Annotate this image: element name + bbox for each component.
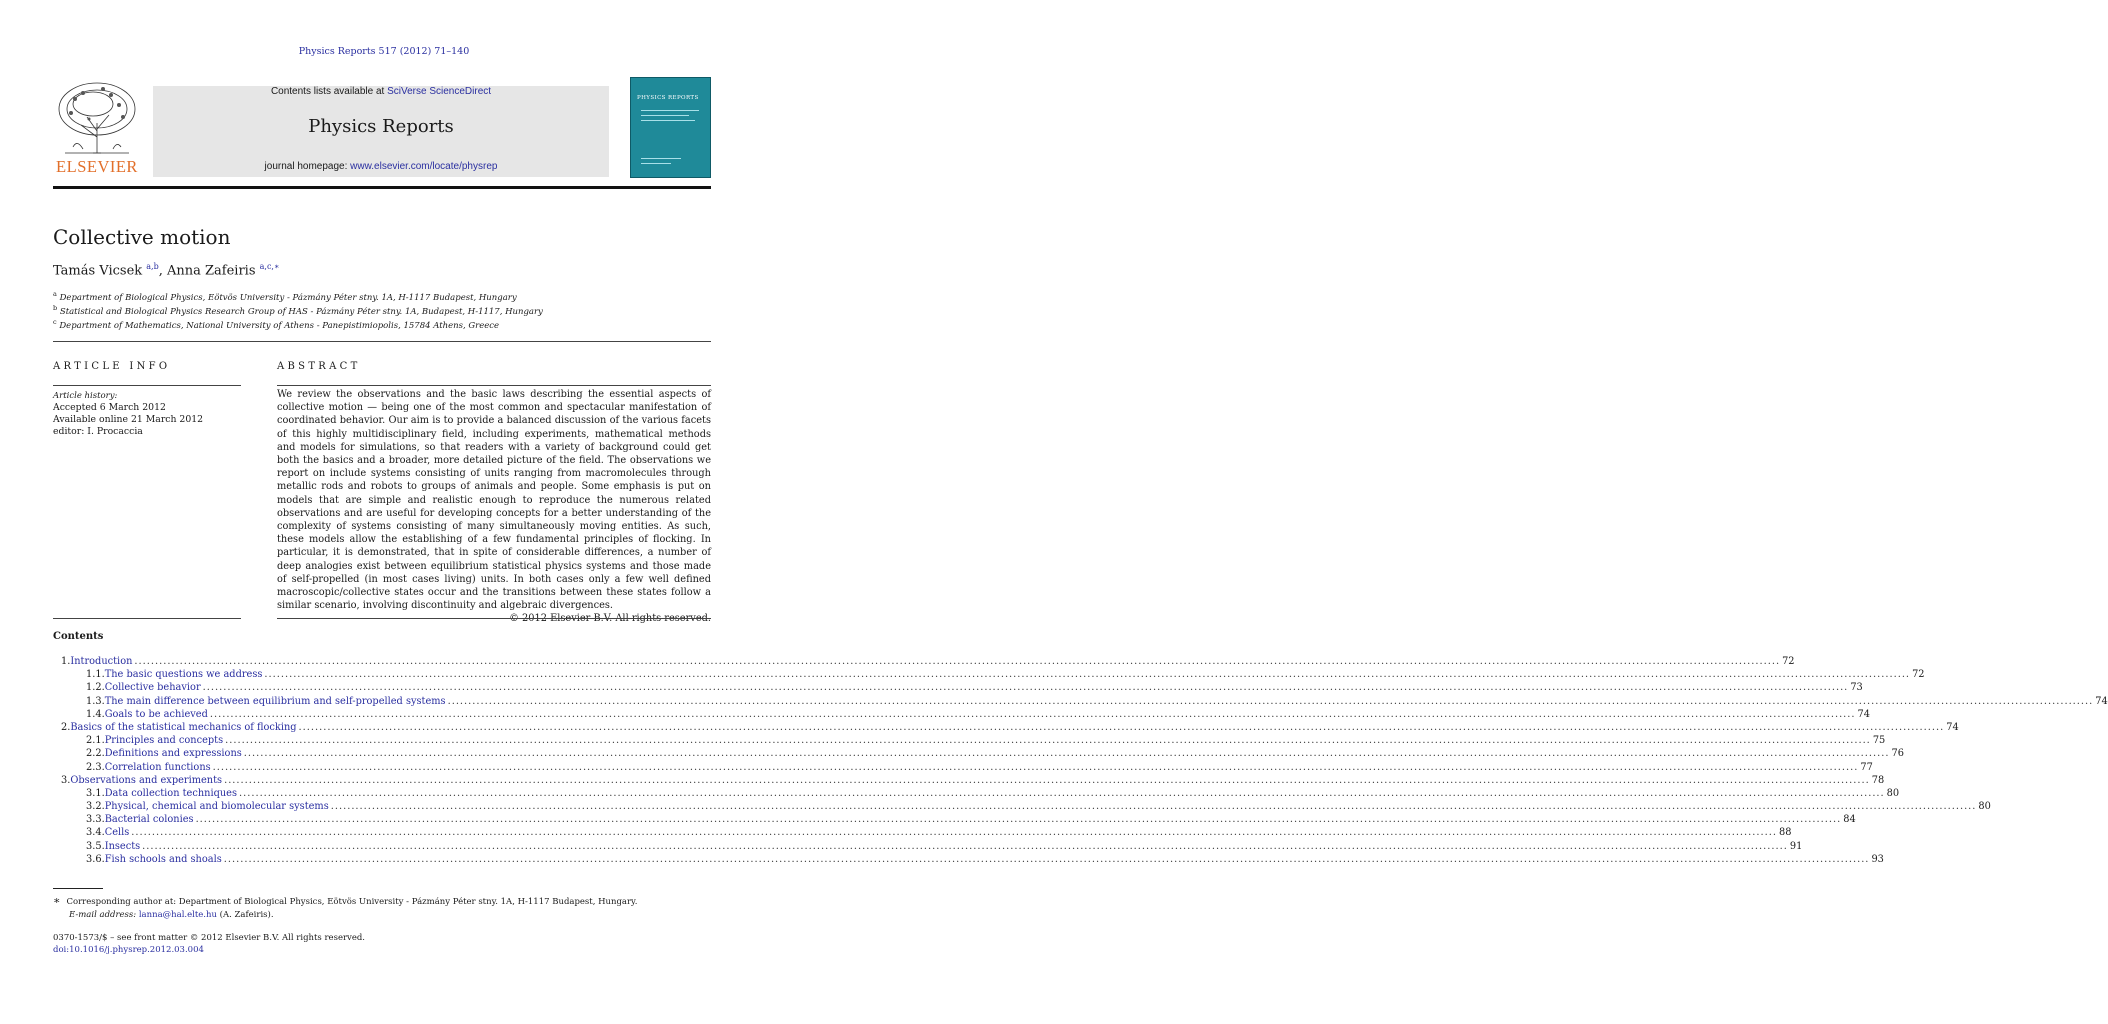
toc-number: 1.4. <box>86 708 105 720</box>
toc-number: 2. <box>61 721 71 733</box>
toc-leader-dots: ................................................................................................................................................................................................................................................................................................................................................................................................................ <box>243 748 1890 760</box>
journal-name: Physics Reports <box>308 116 454 137</box>
toc-title-link[interactable]: Principles and concepts <box>104 735 224 747</box>
toc-title-link[interactable]: Basics of the statistical mechanics of flocking <box>70 721 297 733</box>
abstract-body <box>277 388 711 626</box>
header-divider <box>53 186 711 189</box>
toc-entry[interactable] <box>53 787 1900 800</box>
toc-title-link[interactable]: Goals to be achieved <box>104 708 208 720</box>
toc-page-number: 77 <box>1860 761 1873 773</box>
toc-leader-dots: ................................................................................................................................................................................................................................................................................................................................................................................................................ <box>142 840 1788 852</box>
toc-number: 3.6. <box>86 853 105 865</box>
homepage-link[interactable]: www.elsevier.com/locate/physrep <box>350 161 498 172</box>
toc-title-link[interactable]: Correlation functions <box>104 761 211 773</box>
toc-entry[interactable] <box>53 813 1856 826</box>
abstract-text: We review the observations and the basic laws describing the essential aspects of collective motion — being one of the most common and spectacular manifestation of coordinated behavior. Our aim is to provide a balanced discussion of the various facets of this highly multidisciplinary field, including experiments, mathematical methods and models for simulations, so that readers with a variety of background could get both the basics and a broader, more detailed picture of the field. The observations we report on include systems consisting of units ranging from macromolecules through metallic rods and robots to groups of animals and people. Some emphasis is put on models that are simple and realistic enough to reproduce the numerous related observations and are useful for developing concepts for a better understanding of the complexity of systems consisting of many simultaneously moving entities. As such, these models allow the establishing of a few fundamental principles of flocking. In particular, it is demonstrated, that in spite of considerable differences, a number of deep analogies exist between equilibrium statistical physics systems and those made of self-propelled (in most cases living) units. In both cases only a few well defined macroscopic/collective states occur and the transitions between these states follow a similar scenario, involving discontinuity and algebraic divergences. <box>277 389 711 612</box>
online-date: Available online 21 March 2012 <box>53 414 204 425</box>
history-label: Article history: <box>53 391 118 401</box>
abstract-heading: ABSTRACT <box>277 361 361 372</box>
toc-number: 3.2. <box>86 801 105 813</box>
toc-page-number: 74 <box>1857 708 1870 720</box>
elsevier-logo <box>53 79 141 177</box>
section-divider <box>53 341 711 342</box>
footnote <box>53 894 637 922</box>
author-name: Tamás Vicsek <box>53 263 143 279</box>
toc-number: 3.1. <box>86 787 105 799</box>
toc-leader-dots: ................................................................................................................................................................................................................................................................................................................................................................................................................ <box>223 853 1870 865</box>
toc-page-number: 72 <box>1782 656 1795 667</box>
toc-title-link[interactable]: Definitions and expressions <box>104 748 242 760</box>
author-list <box>53 262 279 278</box>
toc-number: 2.1. <box>86 735 105 747</box>
toc-title-link[interactable]: Introduction <box>70 656 133 667</box>
toc-title-link[interactable]: Bacterial colonies <box>104 814 194 826</box>
footnote-marker: ∗ <box>53 894 61 907</box>
toc-page-number: 76 <box>1891 748 1904 760</box>
email-link[interactable]: lanna@hal.elte.hu <box>138 910 217 920</box>
issn-block <box>53 932 365 956</box>
toc-leader-dots: ................................................................................................................................................................................................................................................................................................................................................................................................................ <box>225 735 1871 747</box>
toc-entry[interactable] <box>53 747 1904 760</box>
toc-page-number: 91 <box>1789 840 1803 852</box>
article-info-heading: ARTICLE INFO <box>53 361 171 372</box>
toc-number: 1.2. <box>86 682 105 694</box>
affiliation-ref[interactable]: a,b <box>146 262 159 271</box>
toc-page-number: 80 <box>1886 787 1900 799</box>
toc-number: 1.1. <box>86 669 105 681</box>
divider <box>53 385 241 386</box>
toc-leader-dots: ................................................................................................................................................................................................................................................................................................................................................................................................................ <box>264 669 1911 681</box>
toc-number: 1. <box>61 656 71 667</box>
toc-number: 3.4. <box>86 827 105 839</box>
toc-title-link[interactable]: The basic questions we address <box>104 669 263 681</box>
toc-page-number: 74 <box>1946 721 1959 733</box>
toc-entry[interactable] <box>53 655 1795 668</box>
toc-number: 3. <box>61 774 71 786</box>
author-separator: , <box>158 263 167 279</box>
divider <box>277 618 711 619</box>
toc-number: 2.2. <box>86 748 105 760</box>
toc-leader-dots: ................................................................................................................................................................................................................................................................................................................................................................................................................ <box>224 774 1870 786</box>
email-label: E-mail address: <box>69 910 139 920</box>
footnote-divider <box>53 888 103 889</box>
editor: editor: I. Procaccia <box>53 426 143 437</box>
contents-prefix: Contents lists available at <box>270 86 388 97</box>
footnote-text: Corresponding author at: Department of Biological Physics, Eötvös University - Pázmány Péter stny. 1A, H-1117 Budapest, Hungary. <box>66 897 638 907</box>
toc-title-link[interactable]: Data collection techniques <box>104 787 237 799</box>
doi-link[interactable]: doi:10.1016/j.physrep.2012.03.004 <box>53 945 204 955</box>
toc-title-link[interactable]: Fish schools and shoals <box>104 853 222 865</box>
toc-title-link[interactable]: Observations and experiments <box>70 774 223 786</box>
toc-entry[interactable] <box>53 721 1959 734</box>
cover-title: PHYSICS REPORTS <box>637 95 699 101</box>
toc-entry[interactable] <box>53 840 1803 853</box>
affiliation: $^b$ Statistical and Biological Physics Research Group of HAS - Pázmány Péter stny. 1A, Budapest, H-1117, Hungary <box>53 304 543 317</box>
table-of-contents <box>53 655 2108 866</box>
toc-entry[interactable] <box>53 774 1885 787</box>
toc-page-number: 80 <box>1978 801 1991 813</box>
toc-page-number: 84 <box>1843 814 1856 826</box>
tree-icon <box>53 79 141 159</box>
journal-cover-image <box>630 77 711 178</box>
divider <box>277 385 711 386</box>
toc-title-link[interactable]: The main difference between equilibrium and self-propelled systems <box>104 695 446 707</box>
toc-page-number: 75 <box>1872 735 1886 747</box>
toc-title-link[interactable]: Physical, chemical and biomolecular systems <box>104 801 329 813</box>
toc-number: 3.5. <box>86 840 105 852</box>
accepted-date: Accepted 6 March 2012 <box>53 402 166 413</box>
divider <box>53 618 241 619</box>
toc-entry[interactable] <box>53 761 1873 774</box>
toc-leader-dots: ................................................................................................................................................................................................................................................................................................................................................................................................................ <box>195 814 1842 826</box>
toc-leader-dots: ................................................................................................................................................................................................................................................................................................................................................................................................................ <box>447 695 2094 707</box>
toc-title-link[interactable]: Collective behavior <box>104 682 201 694</box>
toc-title-link[interactable]: Cells <box>104 827 130 839</box>
toc-page-number: 78 <box>1871 774 1885 786</box>
toc-entry[interactable] <box>53 668 1925 681</box>
toc-entry[interactable] <box>53 695 2108 708</box>
toc-number: 2.3. <box>86 761 105 773</box>
toc-entry[interactable] <box>53 800 1991 813</box>
elsevier-wordmark: ELSEVIER <box>56 157 138 176</box>
toc-leader-dots: ................................................................................................................................................................................................................................................................................................................................................................................................................ <box>212 761 1859 773</box>
toc-leader-dots: ................................................................................................................................................................................................................................................................................................................................................................................................................ <box>239 787 1885 799</box>
toc-leader-dots: ................................................................................................................................................................................................................................................................................................................................................................................................................ <box>298 721 1945 733</box>
toc-number: 1.3. <box>86 695 105 707</box>
toc-entry[interactable] <box>53 853 1884 866</box>
toc-leader-dots: ................................................................................................................................................................................................................................................................................................................................................................................................................ <box>131 827 1777 839</box>
toc-leader-dots: ................................................................................................................................................................................................................................................................................................................................................................................................................ <box>134 656 1781 667</box>
toc-entry[interactable] <box>53 734 1886 747</box>
affiliation-ref[interactable]: a,c,∗ <box>259 262 280 271</box>
sciencedirect-link[interactable]: SciVerse ScienceDirect <box>387 86 492 97</box>
copyright-line <box>277 612 711 625</box>
toc-title-link[interactable]: Insects <box>104 840 141 852</box>
contents-heading: Contents <box>53 631 104 642</box>
homepage-prefix: journal homepage: <box>264 161 351 172</box>
toc-leader-dots: ................................................................................................................................................................................................................................................................................................................................................................................................................ <box>330 801 1977 813</box>
paper-title: Collective motion <box>53 225 231 249</box>
affiliation: $^c$ Department of Mathematics, National University of Athens - Panepistimiopolis, 15784 Athens, Greece <box>53 318 500 331</box>
toc-entry[interactable] <box>53 681 1863 694</box>
journal-homepage-line <box>153 161 609 172</box>
contents-available-line <box>153 86 609 97</box>
toc-page-number: 72 <box>1912 669 1925 681</box>
email-suffix: (A. Zafeiris). <box>216 910 274 920</box>
toc-leader-dots: ................................................................................................................................................................................................................................................................................................................................................................................................................ <box>202 682 1849 694</box>
toc-page-number: 74 <box>2095 695 2108 707</box>
toc-entry[interactable] <box>53 826 1792 839</box>
toc-page-number: 88 <box>1778 827 1792 839</box>
affiliation: $^a$ Department of Biological Physics, Eötvös University - Pázmány Péter stny. 1A, H-1117 Budapest, Hungary <box>53 290 517 303</box>
toc-entry[interactable] <box>53 708 1870 721</box>
author-name: Anna Zafeiris <box>166 263 256 279</box>
article-history <box>53 390 203 438</box>
toc-page-number: 93 <box>1871 853 1884 865</box>
issn-line: 0370-1573/$ – see front matter © 2012 Elsevier B.V. All rights reserved. <box>53 933 366 943</box>
toc-number: 3.3. <box>86 814 105 826</box>
toc-page-number: 73 <box>1850 682 1863 694</box>
toc-leader-dots: ................................................................................................................................................................................................................................................................................................................................................................................................................ <box>209 708 1856 720</box>
journal-citation[interactable]: Physics Reports 517 (2012) 71–140 <box>298 46 470 57</box>
